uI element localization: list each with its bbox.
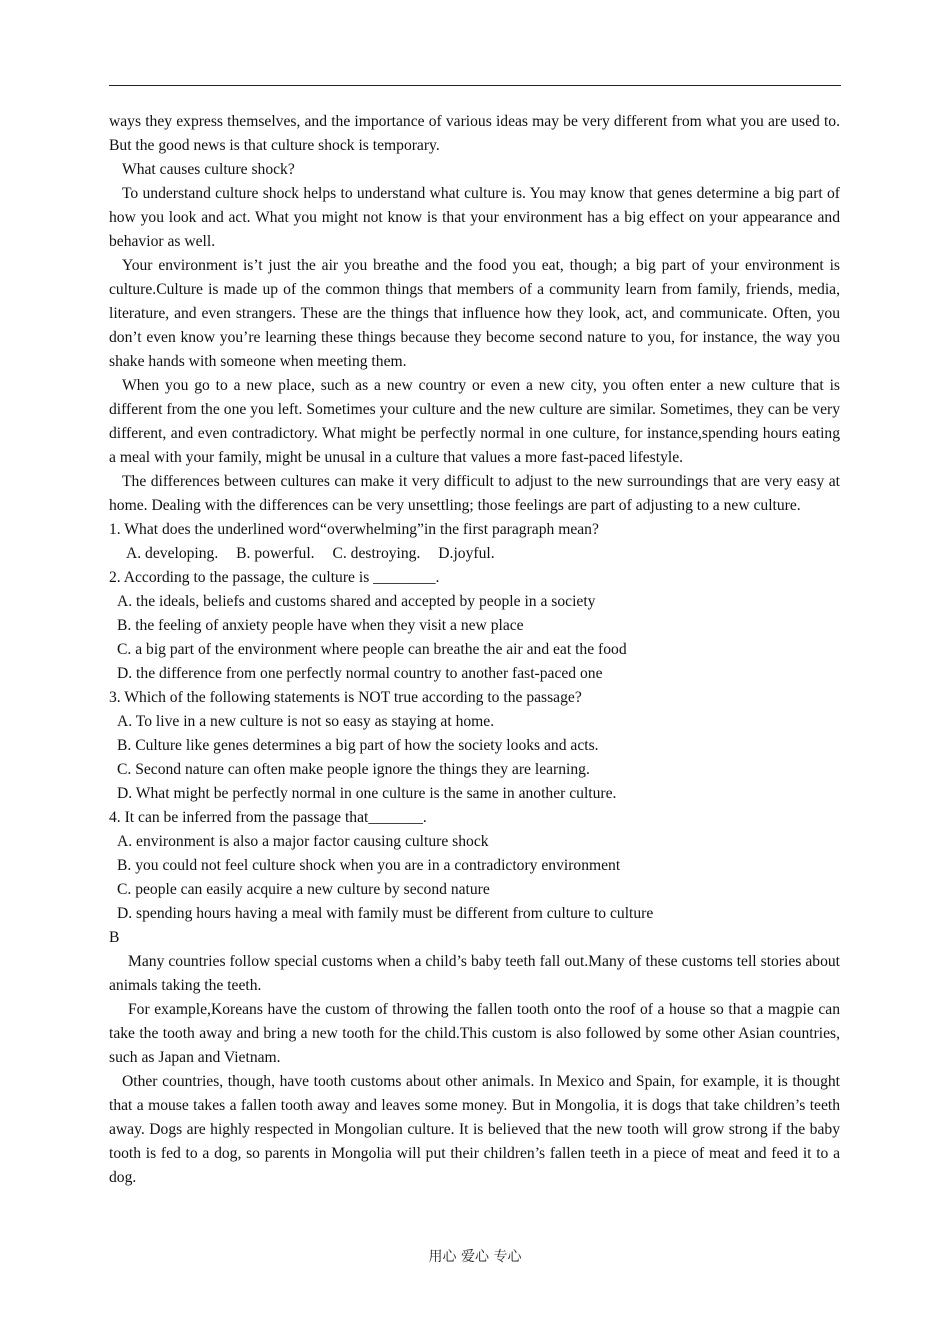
section-heading: What causes culture shock?	[122, 161, 295, 178]
option: B. powerful.	[236, 545, 315, 562]
paragraph: For example,Koreans have the custom of throwing the fallen tooth onto the roof of a house so that a magpie can take the tooth away and bring a new tooth for the child.This custom is also followed by some other Asian countries, such as Japan and Vietnam.	[109, 1001, 840, 1066]
option: A. the ideals, beliefs and customs shared and accepted by people in a society	[117, 593, 596, 610]
page-footer: 用心 爱心 专心	[428, 1249, 522, 1265]
paragraph: ways they express themselves, and the importance of various ideas may be very different from what you are used to. But the good news is that culture shock is temporary.	[109, 113, 840, 154]
question-stem: 1. What does the underlined word“overwhelming”in the first paragraph mean?	[109, 521, 599, 538]
header-rule	[109, 85, 841, 86]
paragraph: Many countries follow special customs when a child’s baby teeth fall out.Many of these customs tell stories about animals taking the teeth.	[109, 953, 840, 994]
option: C. Second nature can often make people ignore the things they are learning.	[117, 761, 590, 778]
paragraph: To understand culture shock helps to understand what culture is. You may know that genes determine a big part of how you look and act. What you might not know is that your environment has a big effect on your appearance and behavior as well.	[109, 185, 840, 250]
paragraph: The differences between cultures can make it very difficult to adjust to the new surroundings that are very easy at home. Dealing with the differences can be very unsettling; those feelings are part of adjusting to a new culture.	[109, 473, 840, 514]
option: B. you could not feel culture shock when you are in a contradictory environment	[117, 857, 621, 874]
option: B. the feeling of anxiety people have when they visit a new place	[117, 617, 524, 634]
option: C. people can easily acquire a new culture by second nature	[117, 881, 490, 898]
option: C. a big part of the environment where people can breathe the air and eat the food	[117, 641, 627, 658]
option: A. environment is also a major factor causing culture shock	[117, 833, 489, 850]
paragraph: Other countries, though, have tooth customs about other animals. In Mexico and Spain, for example, it is thought that a mouse takes a fallen tooth away and leaves some money. But in Mongolia, it is dogs that take children’s teeth away. Dogs are highly respected in Mongolian culture. It is believed that the new tooth will grow strong if the baby tooth is fed to a dog, so parents in Mongolia will put their children’s fallen teeth in a piece of meat and feed it to a dog.	[109, 1073, 840, 1186]
section-label: B	[109, 929, 120, 946]
paragraph: When you go to a new place, such as a new country or even a new city, you often enter a new culture that is different from the one you left. Sometimes your culture and the new culture are similar. Sometimes, they can be very different, and even contradictory. What might be perfectly normal in one culture, for instance,spending hours eating a meal with your family, might be unusal in a culture that values a more fast-paced lifestyle.	[109, 377, 840, 466]
paragraph: Your environment is’t just the air you breathe and the food you eat, though; a big part of your environment is culture.Culture is made up of the common things that members of a community learn from family, friends, media, literature, and even strangers. These are the things that influence how they look, act, and communicate. Often, you don’t even know you’re learning these things because they become second nature to you, for instance, the way you shake hands with someone when meeting them.	[109, 257, 840, 370]
option: D. the difference from one perfectly normal country to another fast-paced one	[117, 665, 603, 682]
option: A. To live in a new culture is not so easy as staying at home.	[117, 713, 495, 730]
option: D. What might be perfectly normal in one culture is the same in another culture.	[117, 785, 617, 802]
question-stem: 2. According to the passage, the culture is ________.	[109, 569, 440, 586]
option: D.joyful.	[438, 545, 495, 562]
question-options	[109, 542, 840, 566]
document-body	[109, 110, 840, 1190]
option: C. destroying.	[332, 545, 421, 562]
question-stem: 4. It can be inferred from the passage that_______.	[109, 809, 427, 826]
option: D. spending hours having a meal with family must be different from culture to culture	[117, 905, 654, 922]
option: A. developing.	[126, 545, 219, 562]
option: B. Culture like genes determines a big part of how the society looks and acts.	[117, 737, 599, 754]
question-stem: 3. Which of the following statements is NOT true according to the passage?	[109, 689, 582, 706]
